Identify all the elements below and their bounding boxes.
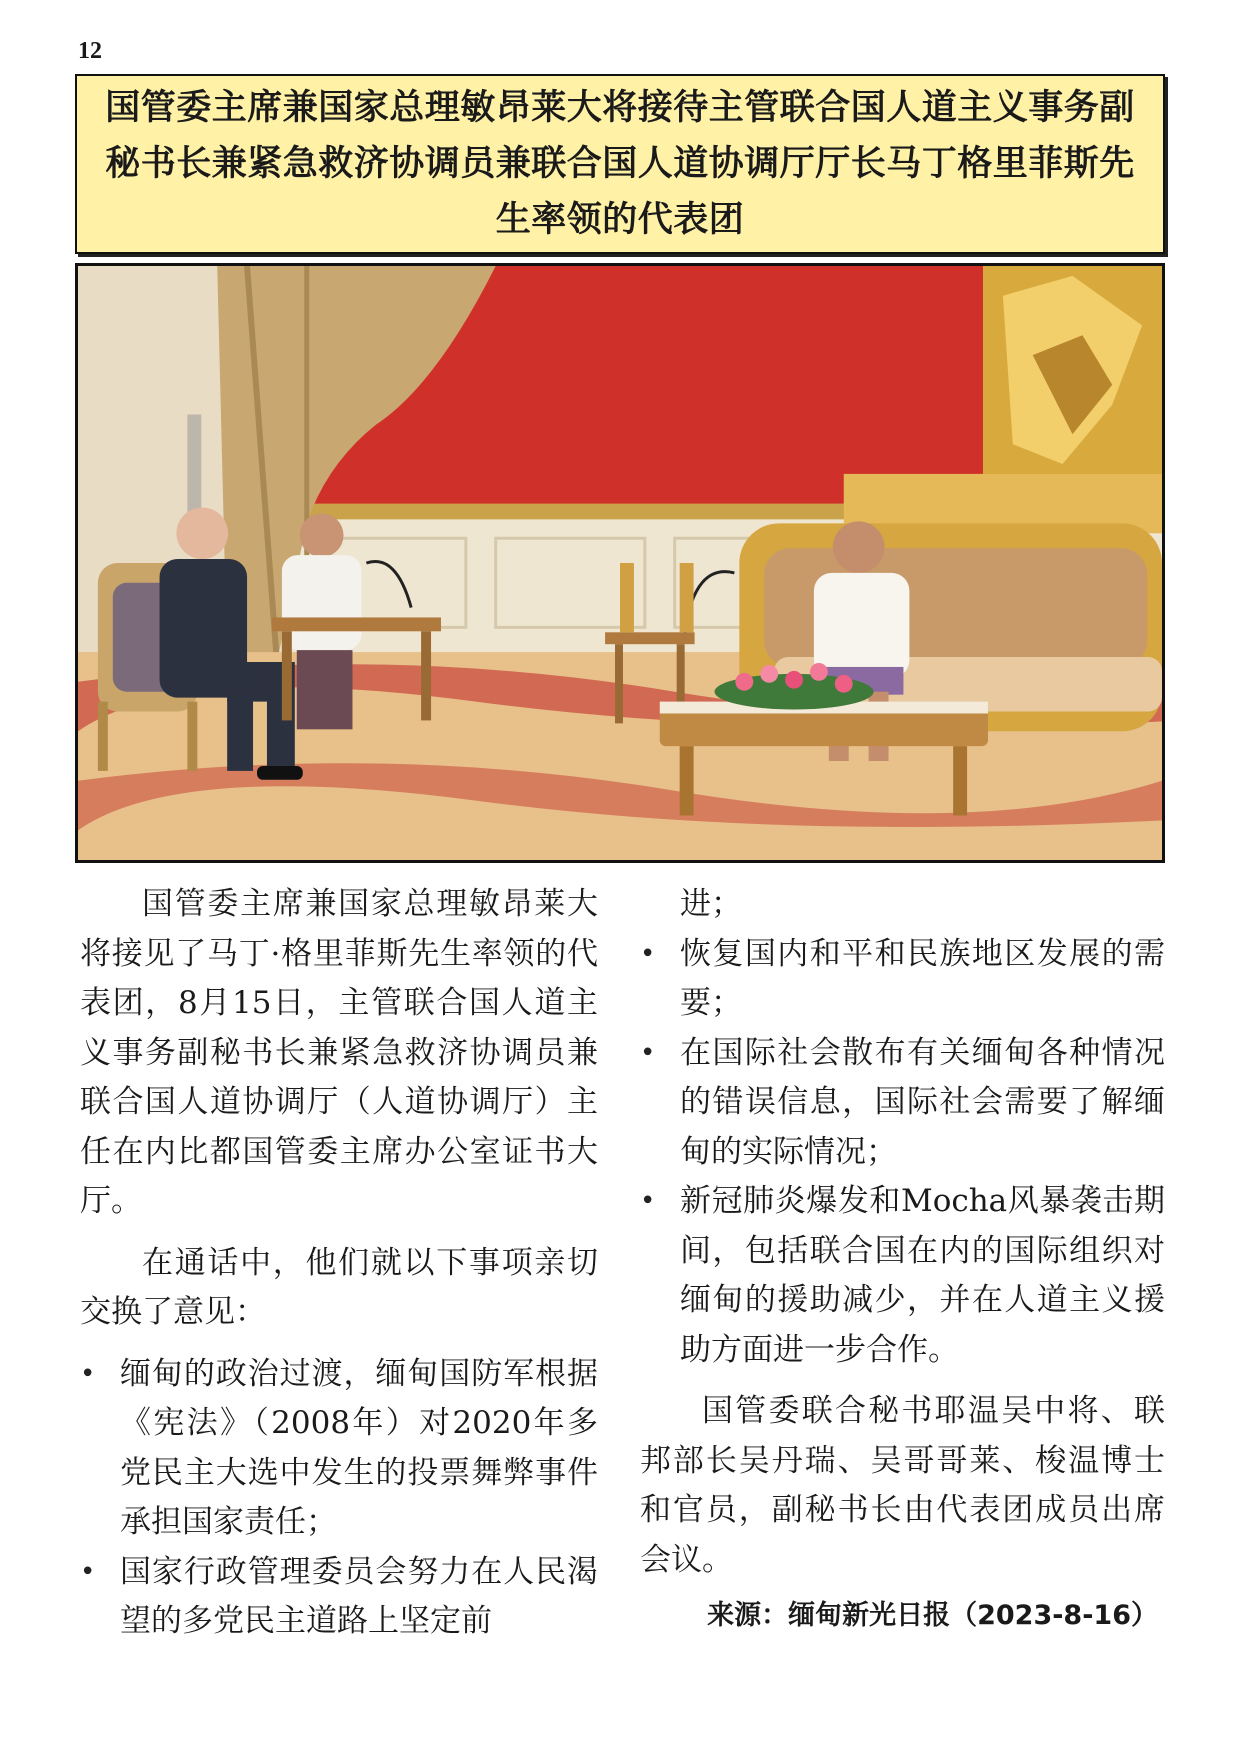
meeting-photo-illustration	[78, 266, 1162, 860]
right-column	[640, 880, 1165, 1585]
body-paragraph: 国管委联合秘书耶温吴中将、联邦部长吴丹瑞、吴哥哥莱、梭温博士和官员，副秘书长由代表团成员出席会议。	[640, 1393, 1165, 1578]
list-item: • 在国际社会散布有关缅甸各种情况的错误信息，国际社会需要了解缅甸的实际情况；	[640, 1029, 1165, 1178]
source-credit: 来源：缅甸新光日报（2023-8-16）	[707, 1600, 1158, 1631]
page-number: 12	[78, 38, 102, 64]
list-item: • 国家行政管理委员会努力在人民渴望的多党民主道路上坚定前	[80, 1548, 598, 1647]
body-paragraph: 国管委主席兼国家总理敏昂莱大将接见了马丁·格里菲斯先生率领的代表团，8月15日，主管联合国人道主义事务副秘书长兼紧急救济协调员兼联合国人道协调厅（人道协调厅）主任在内比都国管委主席办公室证书大厅。	[80, 886, 598, 1219]
discussion-list	[80, 1350, 598, 1647]
list-item: • 缅甸的政治过渡，缅甸国防军根据《宪法》（2008年）对2020年多党民主大选中发生的投票舞弊事件承担国家责任；	[80, 1350, 598, 1548]
list-item: • 新冠肺炎爆发和Mocha风暴袭击期间，包括联合国在内的国际组织对缅甸的援助减少，并在人道主义援助方面进一步合作。	[640, 1177, 1165, 1375]
left-column	[80, 880, 598, 1647]
body-paragraph: 在通话中，他们就以下事项亲切交换了意见：	[80, 1244, 598, 1330]
discussion-list-continued	[640, 930, 1165, 1376]
list-item-continuation: 进；	[680, 886, 742, 922]
list-item: • 恢复国内和平和民族地区发展的需要；	[640, 930, 1165, 1029]
meeting-photo	[75, 263, 1165, 863]
headline: 国管委主席兼国家总理敏昂莱大将接待主管联合国人道主义事务副秘书长兼紧急救济协调员兼联合国人道协调厅厅长马丁格里菲斯先生率领的代表团	[105, 88, 1135, 240]
headline-box	[75, 74, 1165, 254]
